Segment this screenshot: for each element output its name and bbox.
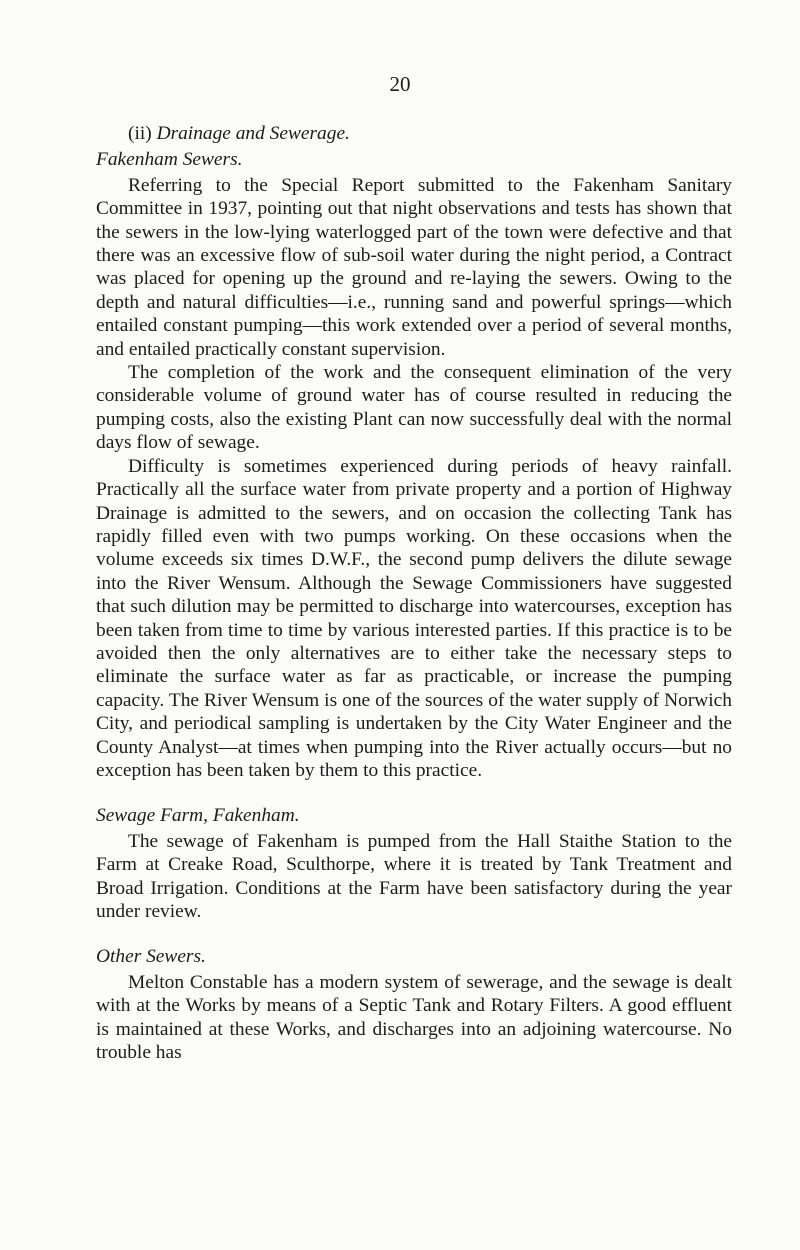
sewage-farm-paragraph-1: The sewage of Fakenham is pumped from the Hall Staithe Station to the Farm at Creake Road, Sculthorpe, where it is treated by Tank Treatment and Broad Irrigation. Conditions at the Farm have been satisfactory during the year under review. [96,830,732,922]
fakenham-sewers-paragraph-3: Difficulty is sometimes experienced during periods of heavy rainfall. Practically all the surface water from private property and a portion of Highway Drainage is admitted to the sewers, and on occasion the collecting Tank has rapidly filled even with two pumps working. On these occasions when the volume exceeds six times D.W.F., the second pump delivers the dilute sewage into the River Wensum. Although the Sewage Commissioners have suggested that such dilution may be permitted to discharge into watercourses, exception has been taken from time to time by various interested parties. If this practice is to be avoided then the only alternatives are to either take the necessary steps to eliminate the surface water as far as practicable, or increase the pumping capacity. The River Wensum is one of the sources of the water supply of Norwich City, and periodical sampling is undertaken by the City Water Engineer and the County Analyst—at times when pumping into the River actually occurs—but no exception has been taken by them to this practice. [96,455,732,781]
section-title-text: Drainage and Sewerage. [156,123,350,144]
fakenham-sewers-heading: Fakenham Sewers. [96,149,243,171]
section-numeral: (ii) [128,123,152,144]
section-title [128,122,732,145]
other-sewers-heading: Other Sewers. [96,946,206,968]
other-sewers-paragraph-1: Melton Constable has a modern system of sewerage, and the sewage is dealt with at the Works by means of a Septic Tank and Rotary Filters. A good effluent is maintained at these Works, and discharges into an adjoining watercourse. No trouble has [96,971,732,1064]
page-number: 20 [389,72,411,96]
sewage-farm-heading: Sewage Farm, Fakenham. [96,805,300,827]
fakenham-sewers-paragraph-1: Referring to the Special Report submitted to the Fakenham Sanitary Committee in 1937, pointing out that night observations and tests has shown that the sewers in the low-lying waterlogged part of the town were defective and that there was an excessive flow of sub-soil water during the night period, a Contract was placed for opening up the ground and re-laying the sewers. Owing to the depth and natural difficulties—i.e., running sand and powerful springs—which entailed constant pumping—this work extended over a period of several months, and entailed practically constant supervision. [96,174,732,360]
page-content [96,122,732,1064]
fakenham-sewers-paragraph-2: The completion of the work and the consequent elimination of the very considerable volume of ground water has of course resulted in reducing the pumping costs, also the existing Plant can now successfully deal with the normal days flow of sewage. [96,362,732,454]
